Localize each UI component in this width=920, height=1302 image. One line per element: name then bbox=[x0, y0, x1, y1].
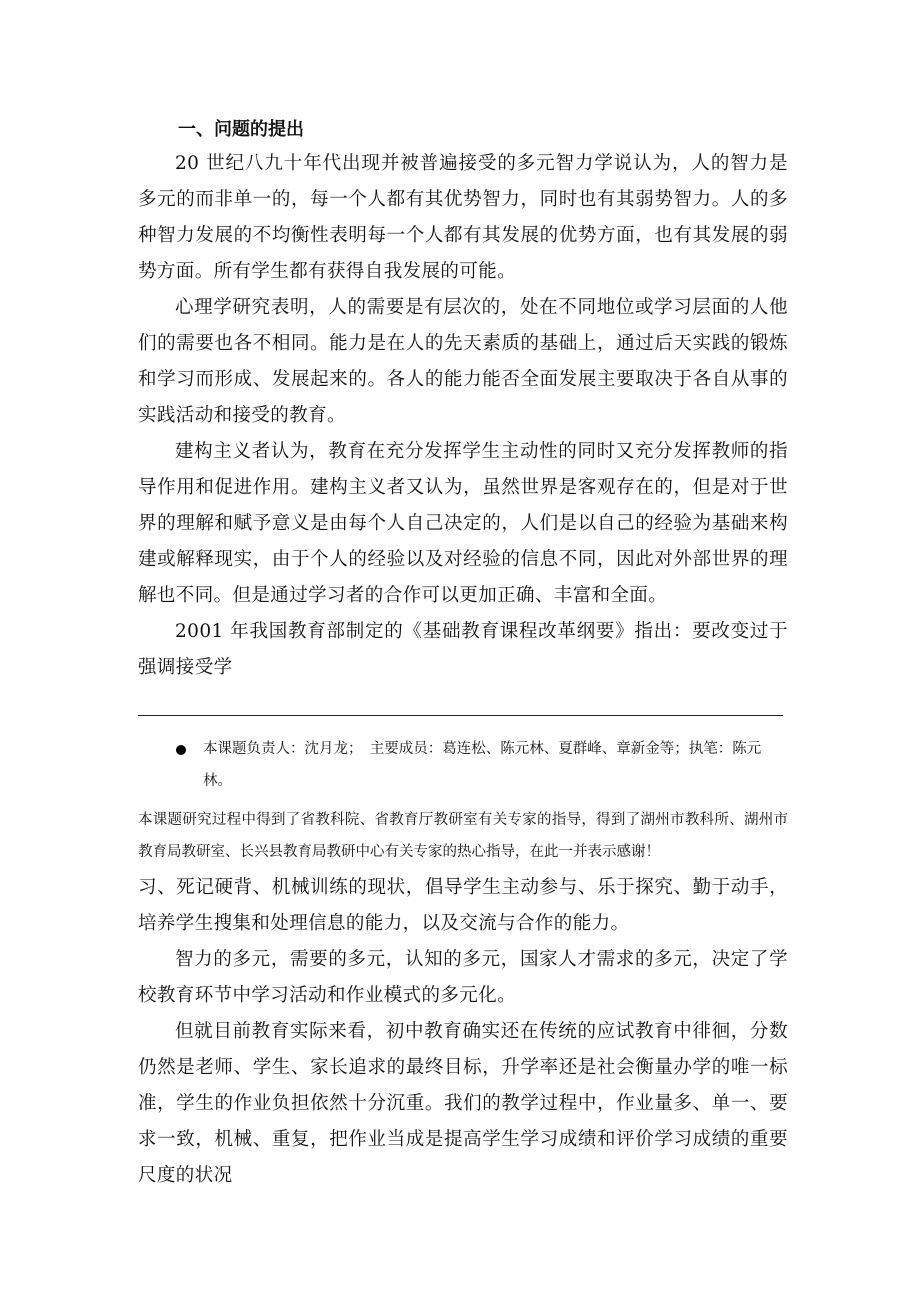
section-heading: 一、问题的提出 bbox=[178, 119, 304, 140]
paragraph-psychology: 心理学研究表明，人的需要是有层次的，处在不同地位或学习层面的人他们的需要也各不相同。能力是在人的先天素质的基础上，通过后天实践的锻炼和学习而形成、发展起来的。各人的能力能否全面发展主要取决于各自从事的实践活动和接受的教育。 bbox=[138, 297, 788, 426]
paragraph-continuation: 习、死记硬背、机械训练的现状，倡导学生主动参与、乐于探究、勤于动手，培养学生搜集和处理信息的能力，以及交流与合作的能力。 bbox=[138, 877, 788, 934]
continued-body bbox=[138, 870, 788, 1194]
main-body bbox=[138, 146, 788, 686]
paragraph-diversity: 智力的多元，需要的多元，认知的多元，国家人才需求的多元，决定了学校教育环节中学习活动和作业模式的多元化。 bbox=[138, 949, 788, 1006]
bullet-icon bbox=[176, 745, 186, 755]
footnote-item bbox=[178, 733, 788, 797]
paragraph-multiple-intelligences: 20 世纪八九十年代出现并被普遍接受的多元智力学说认为，人的智力是多元的而非单一的，每一个人都有其优势智力，同时也有其弱势智力。人的多种智力发展的不均衡性表明每一个人都有其发展的优势方面，也有其发展的弱势方面。所有学生都有获得自我发展的可能。 bbox=[138, 153, 788, 282]
paragraph-constructivism: 建构主义者认为，教育在充分发挥学生主动性的同时又充分发挥教师的指导作用和促进作用。建构主义者又认为，虽然世界是客观存在的，但是对于世界的理解和赋予意义是由每个人自己决定的，人们是以自己的经验为基础来构建或解释现实，由于个人的经验以及对经验的信息不同，因此对外部世界的理解也不同。但是通过学习者的合作可以更加正确、丰富和全面。 bbox=[138, 441, 788, 606]
paragraph-current-situation: 但就目前教育实际来看，初中教育确实还在传统的应试教育中徘徊，分数仍然是老师、学生、家长追求的最终目标，升学率还是社会衡量办学的唯一标准，学生的作业负担依然十分沉重。我们的教学过程中，作业量多、单一、要求一致，机械、重复，把作业当成是提高学生学习成绩和评价学习成绩的重要尺度的状况 bbox=[138, 1021, 788, 1186]
footnote-acknowledgement: 本课题研究过程中得到了省教科院、省教育厅教研室有关专家的指导，得到了湖州市教科所、湖州市教育局教研室、长兴县教育局教研中心有关专家的热心指导，在此一并表示感谢！ bbox=[138, 812, 788, 860]
footnote-members: 本课题负责人：沈月龙； 主要成员：葛连松、陈元林、夏群峰、章新金等；执笔：陈元林。 bbox=[203, 741, 762, 789]
paragraph-curriculum-reform: 2001 年我国教育部制定的《基础教育课程改革纲要》指出：要改变过于强调接受学 bbox=[138, 621, 788, 678]
footnote-separator bbox=[138, 715, 783, 716]
